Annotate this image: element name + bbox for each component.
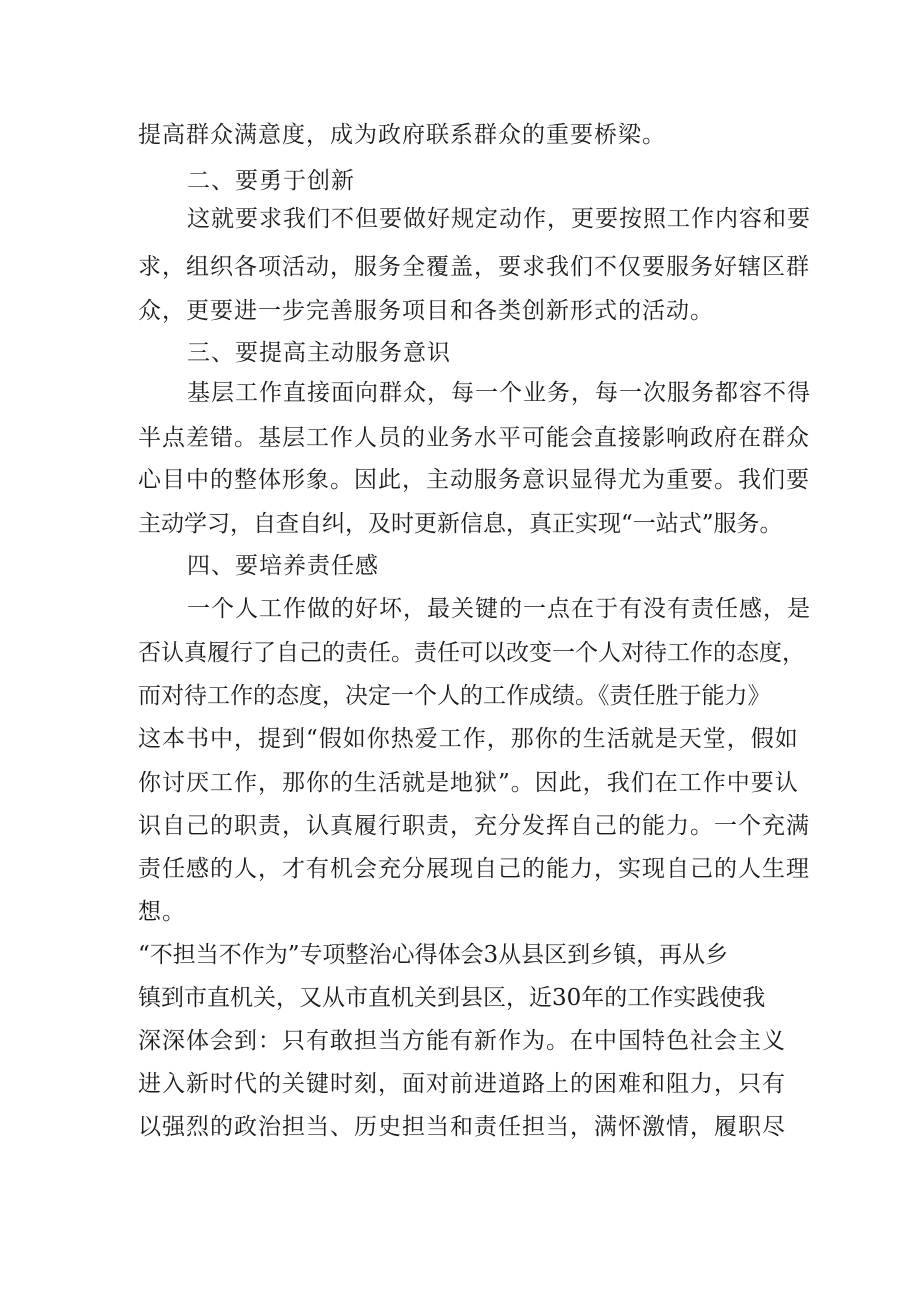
text-line: 镇到市直机关，又从市直机关到县区，近30年的工作实践使我 — [138, 985, 766, 1011]
text-line: 这本书中，提到“假如你热爱工作，那你的生活就是天堂，假如 — [138, 726, 799, 752]
text-line: 求，组织各项活动，服务全覆盖，要求我们不仅要服务好辖区群 — [138, 254, 810, 280]
text-line: 而对待工作的态度，决定一个人的工作成绩。《责任胜于能力》 — [138, 683, 771, 709]
text-line: 一个人工作做的好坏，最关键的一点在于有没有责任感，是 — [187, 596, 811, 622]
text-line: “不担当不作为”专项整治心得体会3从县区到乡镇，再从乡 — [138, 942, 729, 968]
text-line: 半点差错。基层工作人员的业务水平可能会直接影响政府在群众 — [138, 425, 810, 451]
text-line: 识自己的职责，认真履行职责，充分发挥自己的能力。一个充满 — [138, 813, 810, 839]
text-line: 否认真履行了自己的责任。责任可以改变一个人对待工作的态度， — [138, 640, 805, 666]
text-line: 进入新时代的关键时刻，面对前进道路上的困难和阻力，只有 — [138, 1071, 786, 1097]
text-line: 深深体会到：只有敢担当方能有新作为。在中国特色社会主义 — [138, 1028, 786, 1054]
text-line: 这就要求我们不但要做好规定动作，更要按照工作内容和要 — [187, 206, 811, 232]
text-line: 想。 — [138, 899, 186, 925]
section-heading: 二、要勇于创新 — [187, 168, 355, 194]
section-heading: 四、要培养责任感 — [187, 553, 379, 579]
text-line: 众，更要进一步完善服务项目和各类创新形式的活动。 — [138, 298, 714, 324]
text-line: 以强烈的政治担当、历史担当和责任担当，满怀激情，履职尽 — [138, 1114, 786, 1140]
text-line: 基层工作直接面向群众，每一个业务，每一次服务都容不得 — [187, 380, 811, 406]
section-heading: 三、要提高主动服务意识 — [187, 340, 451, 366]
text-line: 责任感的人，才有机会充分展现自己的能力，实现自己的人生理 — [138, 856, 810, 882]
text-line: 提高群众满意度，成为政府联系群众的重要桥梁。 — [138, 122, 666, 148]
text-line: 你讨厌工作，那你的生活就是地狱”。因此，我们在工作中要认 — [138, 770, 799, 796]
text-line: 心目中的整体形象。因此，主动服务意识显得尤为重要。我们要 — [138, 467, 810, 493]
text-line: 主动学习，自查自纠，及时更新信息，真正实现“一站式”服务。 — [138, 511, 783, 537]
